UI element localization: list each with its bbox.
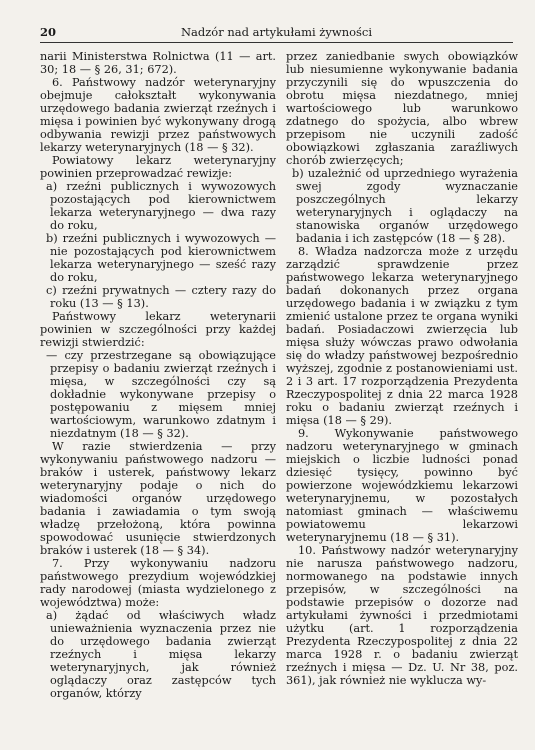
paragraph: 10. Państwowy nadzór weterynaryjny nie narusza państwowego nadzoru, normowanego na podstawie innych przepisów, w szczególności na podstawie przepisów o dozorze nad artykułami żywności i przedmiotami użytku (art. 1 rozporządzenia Prezydenta Rzeczypospolitej z dnia 22 marca 1928 r. o badaniu zwierząt rzeźnych i mięsa — Dz. U. Nr 38, poz. 361), jak również nie wyklucza wy- bbox=[286, 544, 518, 687]
paragraph: 8. Władza nadzorcza może z urzędu zarządzić sprawdzenie przez państwowego lekarza weterynaryjnego badań dokonanych przez organa urzędowego badania i w związku z tym zmienić ustalone przez te organa wyniki badań. Posiadaczowi zwierzęcia lub mięsa służy wówczas prawo odwołania się do władzy państwowej bezpośrednio wyższej, zgodnie z postanowieniami ust. 2 i 3 art. 17 rozporządzenia Prezydenta Rzeczypospolitej z dnia 22 marca 1928 roku o badaniu zwierząt rzeźnych i mięsa (18 — § 29). bbox=[286, 245, 518, 427]
list-item: — czy przestrzegane są obowiązujące przepisy o badaniu zwierząt rzeźnych i mięsa, w szczególności czy są dokładnie wykonywane przepisy o postępowaniu z mięsem mniej wartościowym, warunkowo zdatnym i niezdatnym (18 — § 32). bbox=[46, 349, 276, 440]
page-number: 20 bbox=[40, 25, 57, 39]
paragraph: narii Ministerstwa Rolnictwa (11 — art. 30; 18 — § 26, 31; 672). bbox=[40, 50, 276, 76]
list-item: a) żądać od właściwych władz unieważnienia wyznaczenia przez nie do urzędowego badania zwierząt rzeźnych i mięsa lekarzy weterynaryjnych, jak również oglądaczy oraz zastępców tych organów, którzy bbox=[46, 609, 276, 700]
list-item: b) rzeźni publicznych i wywozowych — nie pozostających pod kierownictwem lekarza weterynaryjnego — sześć razy do roku, bbox=[46, 232, 276, 284]
page-header bbox=[40, 22, 513, 43]
paragraph: 9. Wykonywanie państwowego nadzoru weterynaryjnego w gminach miejskich o liczbie ludności ponad dziesięć tysięcy, powinno być powierzone wojewódzkiemu lekarzowi weterynaryjnemu, w pozostałych natomiast gminach — właściwemu powiatowemu lekarzowi weterynaryjnemu (18 — § 31). bbox=[286, 427, 518, 544]
running-title: Nadzór nad artykułami żywności bbox=[180, 25, 373, 39]
list-item: b) uzależnić od uprzedniego wyrażenia swej zgody wyznaczanie poszczególnych lekarzy weterynaryjnych i oglądaczy na stanowiska organów urzędowego badania i ich zastępców (18 — § 28). bbox=[292, 167, 518, 245]
right-column bbox=[286, 50, 518, 687]
paragraph: przez zaniedbanie swych obowiązków lub niesumienne wykonywanie badania przyczynili się do wpuszczenia do obrotu mięsa niezdatnego, mniej wartościowego lub warunkowo zdatnego do spożycia, albo wbrew przepisom nie uczynili zadość obowiązkowi zgłaszania zaraźliwych chorób zwierzęcych; bbox=[286, 50, 518, 167]
paragraph: 7. Przy wykonywaniu nadzoru państwowego prezydium wojewódzkiej rady narodowej (miasta wydzielonego z województwa) może: bbox=[40, 557, 276, 609]
left-column bbox=[40, 50, 276, 700]
list-item: a) rzeźni publicznych i wywozowych pozostających pod kierownictwem lekarza weterynaryjnego — dwa razy do roku, bbox=[46, 180, 276, 232]
paragraph: 6. Państwowy nadzór weterynaryjny obejmuje całokształt wykonywania urzędowego badania zwierząt rzeźnych i mięsa i powinien być wykonywany drogą odbywania rewizji przez państwowych lekarzy weterynaryjnych (18 — § 32). bbox=[40, 76, 276, 154]
paragraph: Państwowy lekarz weterynarii powinien w szczególności przy każdej rewizji stwierdzić: bbox=[40, 310, 276, 349]
list-item: c) rzeźni prywatnych — cztery razy do roku (13 — § 13). bbox=[46, 284, 276, 310]
paragraph: W razie stwierdzenia — przy wykonywaniu państwowego nadzoru — braków i usterek, państwowy lekarz weterynaryjny podaje o nich do wiadomości organów urzędowego badania i zawiadamia o tym swoją władzę przełożoną, która powinna spowodować usunięcie stwierdzonych braków i usterek (18 — § 34). bbox=[40, 440, 276, 557]
paragraph: Powiatowy lekarz weterynaryjny powinien przeprowadzać rewizje: bbox=[40, 154, 276, 180]
